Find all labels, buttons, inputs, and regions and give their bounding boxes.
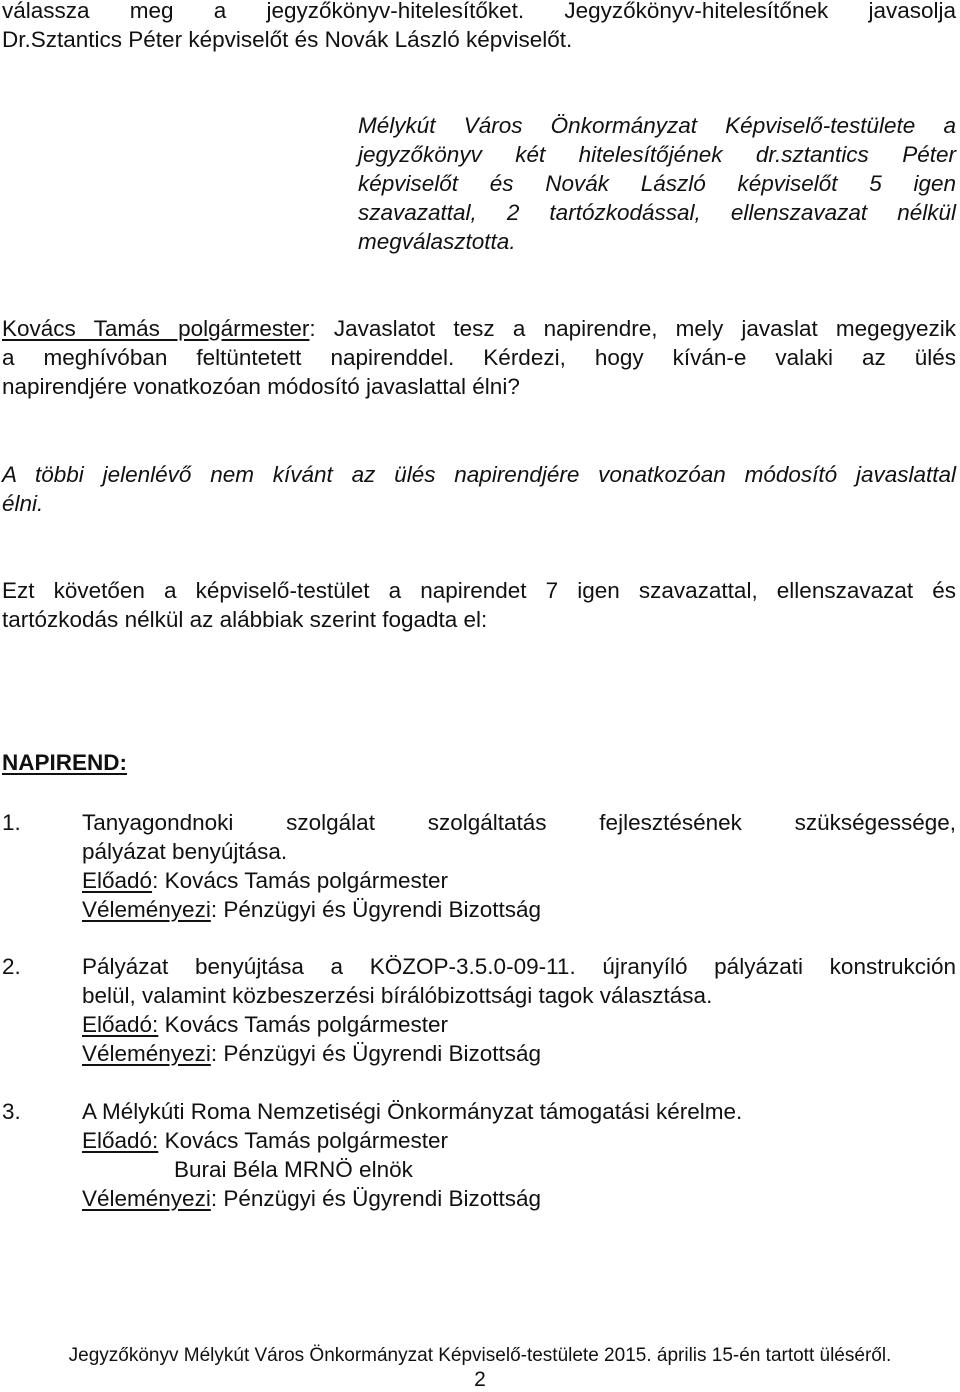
agenda-item-title-cont: pályázat benyújtása. <box>82 839 288 864</box>
agenda-item-title: Tanyagondnoki szolgálat szolgáltatás fejlesztésének szükségessége, <box>82 810 956 835</box>
mayor-name: Kovács Tamás polgármester <box>2 316 310 341</box>
mayor-line-3: napirendjére vonatkozóan módosító javaslattal élni? <box>2 374 520 399</box>
intro-paragraph <box>2 0 956 54</box>
agenda-item-title-cont: belül, valamint közbeszerzési bírálóbizottsági tagok választása. <box>82 983 713 1008</box>
agenda-item-title: A Mélykúti Roma Nemzetiségi Önkormányzat támogatási kérelme. <box>82 1099 743 1124</box>
agenda-item-co-presenter: Burai Béla MRNÖ elnök <box>174 1157 413 1182</box>
others-paragraph <box>2 460 956 518</box>
agenda-item-presenter <box>82 1126 956 1155</box>
mayor-line-1-text: : Javaslatot tesz a napirendre, mely javaslat megegyezik <box>309 316 956 341</box>
reviewer-name: : Pénzügyi és Ügyrendi Bizottság <box>210 1186 542 1211</box>
agenda-item-presenter <box>82 866 956 895</box>
reviewer-label: Véleményezi <box>82 1186 211 1211</box>
mayor-line-1 <box>2 314 956 343</box>
resolution-line-4: szavazattal, 2 tartózkodással, ellenszavazat nélkül <box>358 200 956 225</box>
agenda-item-reviewer <box>82 1039 956 1068</box>
mayor-paragraph <box>2 314 956 401</box>
presenter-name: Kovács Tamás polgármester <box>158 1012 449 1037</box>
adopted-paragraph <box>2 576 956 634</box>
resolution-paragraph <box>358 111 956 256</box>
agenda-item-1 <box>2 808 956 928</box>
presenter-label: Előadó: <box>82 1012 159 1037</box>
agenda-item-3 <box>2 1097 956 1217</box>
intro-line-2: Dr.Sztantics Péter képviselőt és Novák László képviselőt. <box>2 27 573 52</box>
agenda-heading: NAPIREND: <box>2 750 128 775</box>
resolution-line-3: képviselőt és Novák László képviselőt 5 igen <box>358 171 956 196</box>
agenda-item-2 <box>2 952 956 1072</box>
adopted-line-2: tartózkodás nélkül az alábbiak szerint fogadta el: <box>2 607 488 632</box>
agenda-item-number: 3. <box>2 1099 21 1124</box>
agenda-item-title: Pályázat benyújtása a KÖZOP-3.5.0-09-11. újranyíló pályázati konstrukción <box>82 954 956 979</box>
presenter-label: Előadó: <box>82 1128 159 1153</box>
presenter-name: : Kovács Tamás polgármester <box>152 868 449 893</box>
reviewer-label: Véleményezi <box>82 897 211 922</box>
agenda-item-reviewer <box>82 895 956 924</box>
presenter-name: Kovács Tamás polgármester <box>158 1128 449 1153</box>
others-line-1: A többi jelenlévő nem kívánt az ülés napirendjére vonatkozóan módosító javaslattal <box>2 462 956 487</box>
intro-line-1: válassza meg a jegyzőkönyv-hitelesítőket. Jegyzőkönyv-hitelesítőnek javasolja <box>2 0 956 23</box>
resolution-line-1: Mélykút Város Önkormányzat Képviselő-testülete a <box>358 113 956 138</box>
agenda-item-number: 2. <box>2 954 21 979</box>
reviewer-name: : Pénzügyi és Ügyrendi Bizottság <box>210 1041 542 1066</box>
mayor-line-2: a meghívóban feltüntetett napirenddel. Kérdezi, hogy kíván-e valaki az ülés <box>2 345 956 370</box>
reviewer-name: : Pénzügyi és Ügyrendi Bizottság <box>210 897 542 922</box>
presenter-label: Előadó <box>82 868 153 893</box>
agenda-item-number: 1. <box>2 810 21 835</box>
resolution-line-2: jegyzőkönyv két hitelesítőjének dr.sztantics Péter <box>358 142 956 167</box>
page-footer <box>0 1344 960 1368</box>
footer-text: Jegyzőkönyv Mélykút Város Önkormányzat Képviselő-testülete 2015. április 15-én tartott üléséről. <box>68 1345 892 1366</box>
reviewer-label: Véleményezi <box>82 1041 211 1066</box>
others-line-2: élni. <box>2 491 44 516</box>
adopted-line-1: Ezt követően a képviselő-testület a napirendet 7 igen szavazattal, ellenszavazat és <box>2 578 956 603</box>
page-number: 2 <box>474 1368 486 1391</box>
resolution-line-5: megválasztotta. <box>358 229 516 254</box>
agenda-item-reviewer <box>82 1184 956 1213</box>
agenda-item-presenter <box>82 1010 956 1039</box>
